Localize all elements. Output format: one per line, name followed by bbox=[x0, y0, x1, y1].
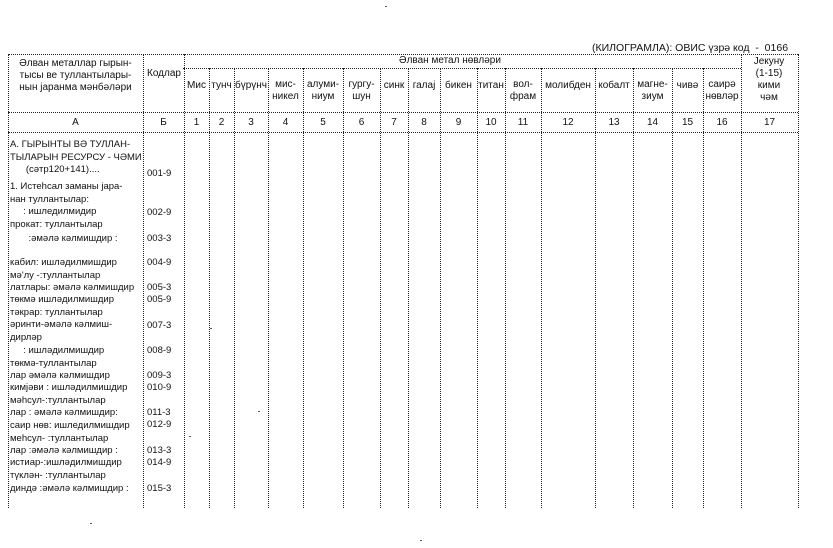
column-divider bbox=[8, 54, 9, 508]
row-description: лар :әмәлә кәлмишдир : bbox=[10, 445, 118, 456]
row-code: 013-3 bbox=[147, 445, 172, 456]
scan-speck bbox=[420, 540, 422, 541]
metal-column-header: гургу- шун bbox=[348, 79, 375, 102]
column-number: 9 bbox=[455, 117, 462, 128]
metal-column-header: саирә нөвләр bbox=[705, 79, 739, 102]
column-divider bbox=[505, 68, 506, 508]
row-description: :әмәлә кәлмишдир : bbox=[10, 233, 118, 244]
column-number: 8 bbox=[421, 117, 427, 128]
metal-column-header: магне- зиум bbox=[637, 79, 668, 102]
total-header: Јекуну (1-15) кими чәм bbox=[753, 56, 785, 103]
row-description: кимјәви : ишләдилмишдир мәһсул-:туллантылар bbox=[10, 382, 128, 406]
column-divider bbox=[234, 68, 235, 508]
metal-column-header: чивә bbox=[676, 80, 699, 91]
row-description: кабил: ишләдилмишдир мә'лу -:туллантылар bbox=[10, 257, 117, 281]
section-title: А. ГЫРЫНТЫ ВӘ ТУЛЛАН- ТЫЛАРЫН РЕСУРСУ - ЧӘМИ (сәтр120+141).... bbox=[10, 139, 142, 175]
row-description: : ишледилмидир прокат: туллантылар bbox=[10, 206, 103, 230]
column-divider bbox=[303, 68, 304, 508]
row-code: 015-3 bbox=[147, 483, 172, 494]
row-description: лар әмәлә кәлмишдир bbox=[10, 370, 110, 381]
metal-column-header: молибден bbox=[545, 80, 591, 91]
row-description: саир нөв: ишледилмишдир меһсул- :туллантылар bbox=[10, 420, 130, 444]
column-divider bbox=[268, 68, 269, 508]
metals-subheader-rule bbox=[183, 68, 741, 69]
row-code: 014-9 bbox=[147, 457, 172, 468]
metal-column-header: Мис bbox=[187, 80, 206, 91]
row-code: 005-3 bbox=[147, 282, 172, 293]
row-description: истиар-:ишләдилмишдир түклән- :туллантылар bbox=[10, 457, 122, 481]
column-divider bbox=[477, 68, 478, 508]
column-number: 2 bbox=[218, 117, 225, 128]
column-number: 16 bbox=[716, 117, 728, 128]
column-divider bbox=[184, 54, 185, 508]
column-number: 11 bbox=[517, 117, 529, 128]
row-code: 001-9 bbox=[147, 168, 172, 179]
numbers-bottom-rule bbox=[8, 132, 798, 133]
row-description: : ишләдилмишдир төкмә-туллантылар bbox=[10, 345, 105, 369]
metal-column-header: бүрүнч bbox=[234, 80, 268, 91]
column-number: 14 bbox=[646, 117, 659, 128]
column-number: Б bbox=[160, 117, 167, 128]
column-divider bbox=[343, 68, 344, 508]
column-divider bbox=[633, 68, 634, 508]
row-code: 007-3 bbox=[147, 320, 172, 331]
scan-speck bbox=[90, 523, 92, 524]
row-code: 004-9 bbox=[147, 257, 172, 268]
row-code: 008-9 bbox=[147, 345, 172, 356]
row-description: 1. Истеһсал заманы jара- нан туллантылар: bbox=[10, 181, 123, 205]
unit-code-header: (КИЛОГРАМЛА): ОВИС үзрә код - 0166 bbox=[592, 42, 789, 54]
scan-speck bbox=[210, 328, 212, 329]
column-number: 6 bbox=[358, 117, 365, 128]
scan-speck bbox=[258, 411, 260, 412]
row-description: диндә :әмәлә кәлмишдир : bbox=[10, 483, 129, 494]
column-divider bbox=[440, 68, 441, 508]
codes-header: Кодлар bbox=[147, 68, 181, 79]
row-code: 002-9 bbox=[147, 207, 172, 218]
column-number: 4 bbox=[282, 117, 289, 128]
scan-speck bbox=[189, 436, 191, 437]
column-number: 13 bbox=[608, 117, 620, 128]
metal-column-header: мис- никел bbox=[272, 79, 299, 102]
column-divider bbox=[798, 54, 799, 508]
column-divider bbox=[380, 68, 381, 508]
metal-column-header: бикен bbox=[445, 80, 472, 91]
column-divider bbox=[703, 68, 704, 508]
column-number: 1 bbox=[193, 117, 200, 128]
column-divider bbox=[408, 68, 409, 508]
row-description: лар : әмәлә кәлмишдир: bbox=[10, 407, 118, 418]
row-code: 003-3 bbox=[147, 233, 172, 244]
metal-column-header: алуми- ниум bbox=[306, 79, 340, 102]
metal-column-header: вол- фрам bbox=[509, 79, 537, 102]
column-number: 5 bbox=[320, 117, 326, 128]
row-description: латлары: әмәлә кәлмишдир bbox=[10, 282, 135, 293]
column-divider bbox=[595, 68, 596, 508]
column-number: 12 bbox=[562, 117, 574, 128]
column-divider bbox=[541, 68, 542, 508]
row-description: әринти-әмәлә кәлмиш- дирләр bbox=[10, 319, 113, 343]
row-code: 012-9 bbox=[147, 419, 172, 430]
column-number: 7 bbox=[391, 117, 397, 128]
row-code: 011-3 bbox=[147, 407, 171, 418]
column-divider bbox=[143, 54, 144, 508]
column-divider bbox=[741, 54, 742, 508]
metal-column-header: титан bbox=[478, 80, 504, 91]
col-a-header: Әлван металлар гырын- тысы ве туллантылары- нын jаранма мәнбәләри bbox=[19, 58, 132, 93]
row-code: 005-9 bbox=[147, 294, 172, 305]
metal-column-header: синк bbox=[383, 80, 405, 91]
row-code: 010-9 bbox=[147, 382, 172, 393]
metal-column-header: тунч bbox=[211, 80, 232, 91]
column-number: 3 bbox=[248, 117, 254, 128]
metal-column-header: галај bbox=[412, 80, 436, 91]
column-number: 17 bbox=[763, 117, 776, 128]
header-bottom-rule bbox=[8, 112, 798, 113]
column-divider bbox=[672, 68, 673, 508]
metal-column-header: кобалт bbox=[598, 80, 630, 91]
column-divider bbox=[209, 68, 210, 508]
column-number: 10 bbox=[485, 117, 497, 128]
column-number: 15 bbox=[681, 117, 694, 128]
scan-speck bbox=[385, 6, 387, 7]
metals-group-header: Әлван метал нөвләри bbox=[399, 55, 501, 66]
column-number: А bbox=[72, 117, 79, 128]
row-description: төкмә ишләдилмишдир тәкрар: туллантылар bbox=[10, 294, 114, 318]
row-code: 009-3 bbox=[147, 370, 172, 381]
